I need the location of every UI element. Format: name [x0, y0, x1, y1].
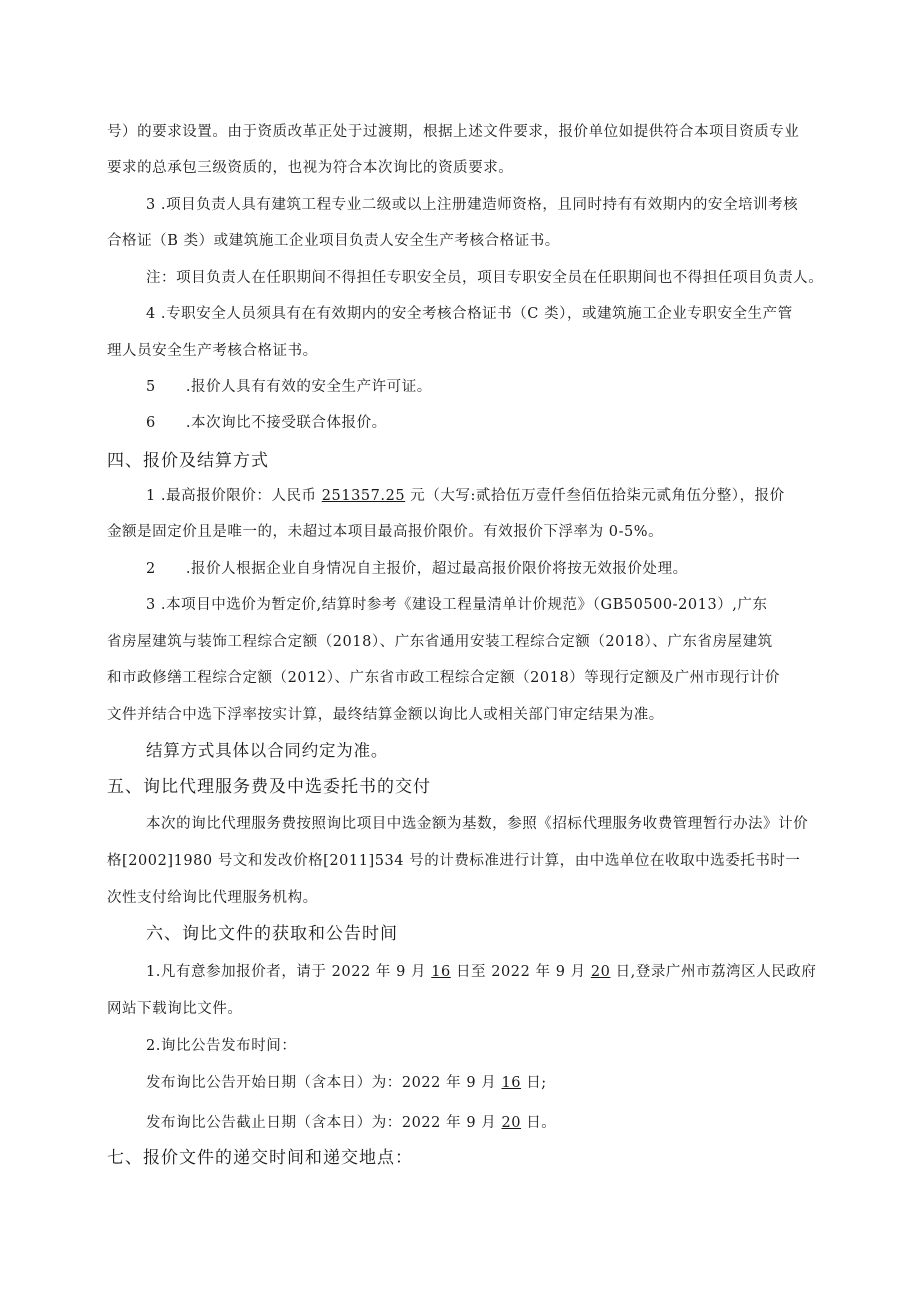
note-line: 注：项目负责人在任职期间不得担任专职安全员，项目专职安全员在任职期间也不得担任项目负责人。 [146, 270, 824, 286]
paragraph-line: 号）的要求设置。由于资质改革正处于过渡期，根据上述文件要求，报价单位如提供符合本项目资质专业 [107, 124, 800, 140]
paragraph-line: 金额是固定价且是唯一的，未超过本项目最高报价限价。有效报价下浮率为 0-5%。 [107, 524, 664, 540]
max-price-amount: 251357.25 [321, 488, 406, 504]
text-span: 日至 2022 年 9 月 [450, 964, 591, 980]
paragraph-line: 文件并结合中选下浮率按实计算，最终结算金额以询比人或相关部门审定结果为准。 [107, 707, 664, 723]
paragraph-line: 6 .本次询比不接受联合体报价。 [146, 415, 387, 431]
paragraph-line: 3 .项目负责人具有建筑工程专业二级或以上注册建造师资格，且同时持有有效期内的安全培训考核 [146, 197, 799, 213]
text-span: 1.凡有意参加报价者，请于 2022 年 9 月 [146, 964, 432, 980]
text-span: 发布询比公告开始日期（含本日）为：2022 年 9 月 [146, 1075, 502, 1091]
start-day: 16 [431, 964, 451, 980]
paragraph-line: 要求的总承包三级资质的，也视为符合本次询比的资质要求。 [107, 160, 514, 176]
paragraph-line [146, 960, 816, 981]
paragraph-line: 2.询比公告发布时间： [146, 1038, 297, 1054]
paragraph-line: 和市政修缮工程综合定额（2012）、广东省市政工程综合定额（2018）等现行定额及广州市现行计价 [107, 670, 780, 686]
publish-start-day: 16 [501, 1075, 522, 1091]
end-day: 20 [590, 964, 611, 980]
paragraph-line: 网站下载询比文件。 [107, 1001, 243, 1017]
section-heading-4: 四、报价及结算方式 [107, 451, 269, 471]
paragraph-line [146, 484, 785, 505]
paragraph-line: 省房屋建筑与装饰工程综合定额（2018）、广东省通用安装工程综合定额（2018）、广东省房屋建筑 [107, 634, 773, 650]
paragraph-line: 本次的询比代理服务费按照询比项目中选金额为基数，参照《招标代理服务收费管理暂行办法》计价 [146, 816, 809, 832]
text-span: 1 .最高报价限价：人民币 [146, 488, 322, 504]
paragraph-line: 合格证（B 类）或建筑施工企业项目负责人安全生产考核合格证书。 [107, 233, 560, 249]
settlement-note: 结算方式具体以合同约定为准。 [146, 741, 389, 760]
publish-end-line [146, 1111, 556, 1132]
paragraph-line: 格[2002]1980 号文和发改价格[2011]534 号的计费标准进行计算，由中选单位在收取中选委托书时一 [107, 853, 801, 869]
paragraph-line: 4 .专职安全人员须具有在有效期内的安全考核合格证书（C 类），或建筑施工企业专职安全生产管 [146, 306, 793, 322]
text-span: 日。 [521, 1115, 557, 1131]
section-heading-6: 六、询比文件的获取和公告时间 [146, 924, 398, 944]
publish-start-line [146, 1071, 547, 1092]
text-span: 日; [521, 1075, 547, 1091]
paragraph-line: 2 .报价人根据企业自身情况自主报价，超过最高报价限价将按无效报价处理。 [146, 561, 688, 577]
section-heading-7: 七、报价文件的递交时间和递交地点： [107, 1148, 413, 1168]
section-heading-5: 五、询比代理服务费及中选委托书的交付 [107, 777, 431, 797]
paragraph-line: 3 .本项目中选价为暂定价,结算时参考《建设工程量清单计价规范》（GB50500-2013）,广东 [146, 597, 768, 613]
text-span: 发布询比公告截止日期（含本日）为：2022 年 9 月 [146, 1115, 502, 1131]
paragraph-line: 次性支付给询比代理服务机构。 [107, 890, 318, 906]
publish-end-day: 20 [501, 1115, 522, 1131]
text-span: 元（大写:贰拾伍万壹仟叁佰伍拾柒元贰角伍分整），报价 [405, 488, 785, 504]
text-span: 日,登录广州市荔湾区人民政府 [610, 964, 817, 980]
paragraph-line: 5 .报价人具有有效的安全生产许可证。 [146, 379, 432, 395]
paragraph-line: 理人员安全生产考核合格证书。 [107, 343, 318, 359]
